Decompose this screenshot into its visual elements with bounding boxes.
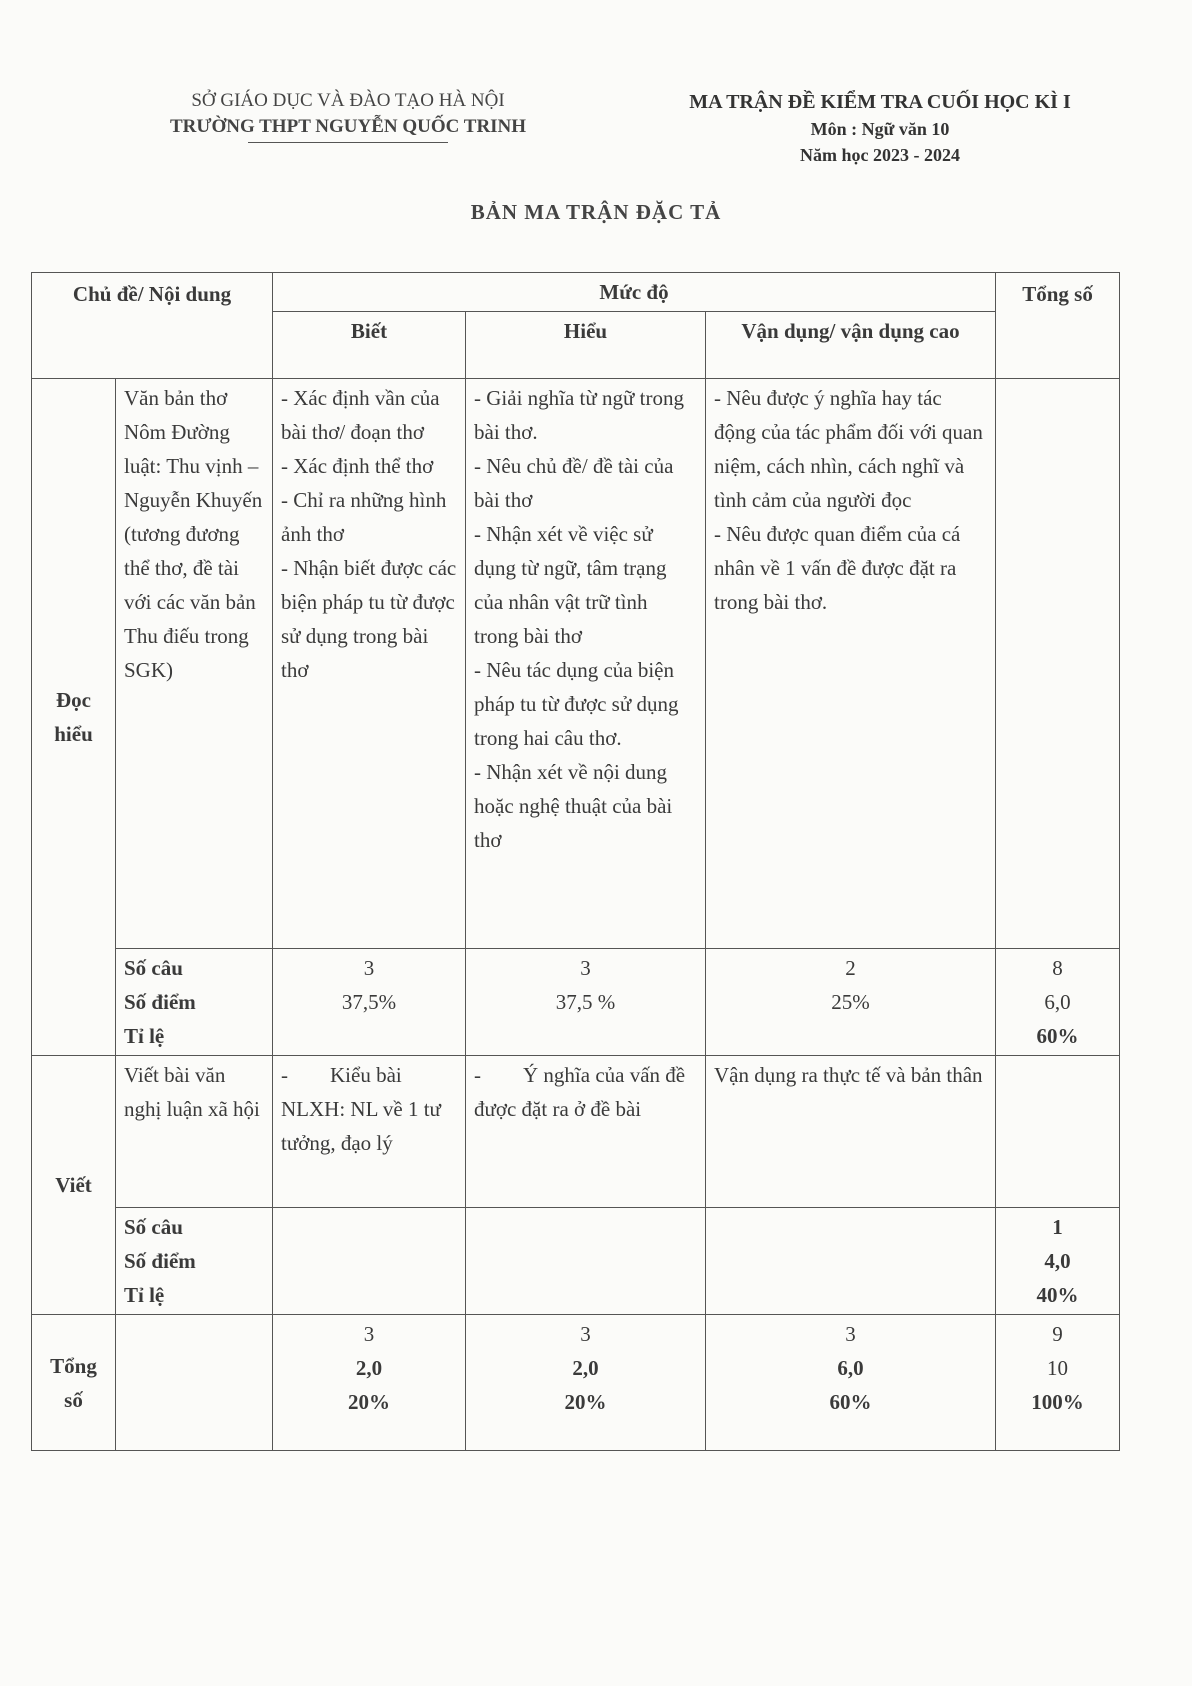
viet-total-empty (996, 1056, 1120, 1208)
doc-hieu-total-stats: 8 6,0 60% (996, 949, 1120, 1056)
doc-hieu-content: Văn bản thơ Nôm Đường luật: Thu vịnh – Nguyễn Khuyến (tương đương thể thơ, đề tài với các văn bản Thu điếu trong SGK) (116, 379, 273, 949)
header-left (108, 88, 588, 143)
doc-hieu-understand (466, 379, 706, 949)
exam-title: MA TRẬN ĐỀ KIỂM TRA CUỐI HỌC KÌ I (689, 91, 1071, 113)
list-item: - Nêu chủ đề/ đề tài của bài thơ (474, 454, 674, 512)
header-apply: Vận dụng/ vận dụng cao (706, 312, 996, 379)
header-level: Mức độ (273, 273, 996, 312)
viet-content: Viết bài văn nghị luận xã hội (116, 1056, 273, 1208)
list-item: - Nêu được quan điểm của cá nhân về 1 vấn đề được đặt ra trong bài thơ. (714, 522, 961, 614)
section-viet: Viết (32, 1056, 116, 1315)
school-name: TRƯỜNG THPT NGUYỄN QUỐC TRINH (169, 116, 527, 137)
doc-hieu-apply (706, 379, 996, 949)
list-item: - Chỉ ra những hình ảnh thơ (281, 488, 447, 546)
viet-know: - Kiểu bài NLXH: NL về 1 tư tưởng, đạo lý (273, 1056, 466, 1208)
list-item: - Nêu tác dụng của biện pháp tu từ được sử dụng trong hai câu thơ. (474, 658, 679, 750)
subject: Môn : Ngữ văn 10 (810, 119, 950, 139)
document-title: BẢN MA TRẬN ĐẶC TẢ (470, 200, 722, 224)
header-right (640, 88, 1120, 168)
doc-hieu-know-stats: 3 37,5% (273, 949, 466, 1056)
list-item: - Nêu được ý nghĩa hay tác động của tác phẩm đối với quan niệm, cách nhìn, cách nghĩ và tình cảm của người đọc (714, 386, 983, 512)
viet-stats-label: Số câu Số điểm Tỉ lệ (116, 1208, 273, 1315)
table-row (32, 1315, 1120, 1451)
header-know: Biết (273, 312, 466, 379)
table-row (32, 379, 1120, 949)
list-item: - Giải nghĩa từ ngữ trong bài thơ. (474, 386, 684, 444)
list-item: - Nhận xét về việc sử dụng từ ngữ, tâm trạng của nhân vật trữ tình trong bài thơ (474, 522, 667, 648)
section-total: Tổng số (32, 1315, 116, 1451)
spec-matrix-table (31, 272, 1120, 1451)
table-header-row (32, 273, 1120, 312)
viet-apply-stats (706, 1208, 996, 1315)
total-grand: 9 10 100% (996, 1315, 1120, 1451)
viet-apply: Vận dụng ra thực tế và bản thân (706, 1056, 996, 1208)
list-item: - Xác định thể thơ (281, 454, 434, 478)
viet-understand-stats (466, 1208, 706, 1315)
total-content-empty (116, 1315, 273, 1451)
table-row (32, 1056, 1120, 1208)
header-total: Tổng số (996, 273, 1120, 379)
header-understand: Hiểu (466, 312, 706, 379)
table-row (32, 949, 1120, 1056)
viet-total-stats: 1 4,0 40% (996, 1208, 1120, 1315)
list-item: - Nhận xét về nội dung hoặc nghệ thuật của bài thơ (474, 760, 673, 852)
total-know: 3 2,0 20% (273, 1315, 466, 1451)
total-apply: 3 6,0 60% (706, 1315, 996, 1451)
table-row (32, 1208, 1120, 1315)
doc-hieu-stats-label: Số câu Số điểm Tỉ lệ (116, 949, 273, 1056)
list-item: - Xác định vần của bài thơ/ đoạn thơ (281, 386, 440, 444)
divider (248, 142, 448, 143)
doc-hieu-understand-stats: 3 37,5 % (466, 949, 706, 1056)
total-understand: 3 2,0 20% (466, 1315, 706, 1451)
viet-understand: - Ý nghĩa của vấn đề được đặt ra ở đề bài (466, 1056, 706, 1208)
viet-know-stats (273, 1208, 466, 1315)
header-topic: Chủ đề/ Nội dung (32, 273, 273, 379)
doc-hieu-total-empty (996, 379, 1120, 949)
department-name: SỞ GIÁO DỤC VÀ ĐÀO TẠO HÀ NỘI (191, 90, 505, 111)
section-doc-hieu: Đọc hiểu (32, 379, 116, 1056)
doc-hieu-apply-stats: 2 25% (706, 949, 996, 1056)
doc-hieu-know (273, 379, 466, 949)
list-item: - Nhận biết được các biện pháp tu từ được sử dụng trong bài thơ (281, 556, 457, 682)
school-year: Năm học 2023 - 2024 (800, 145, 960, 165)
